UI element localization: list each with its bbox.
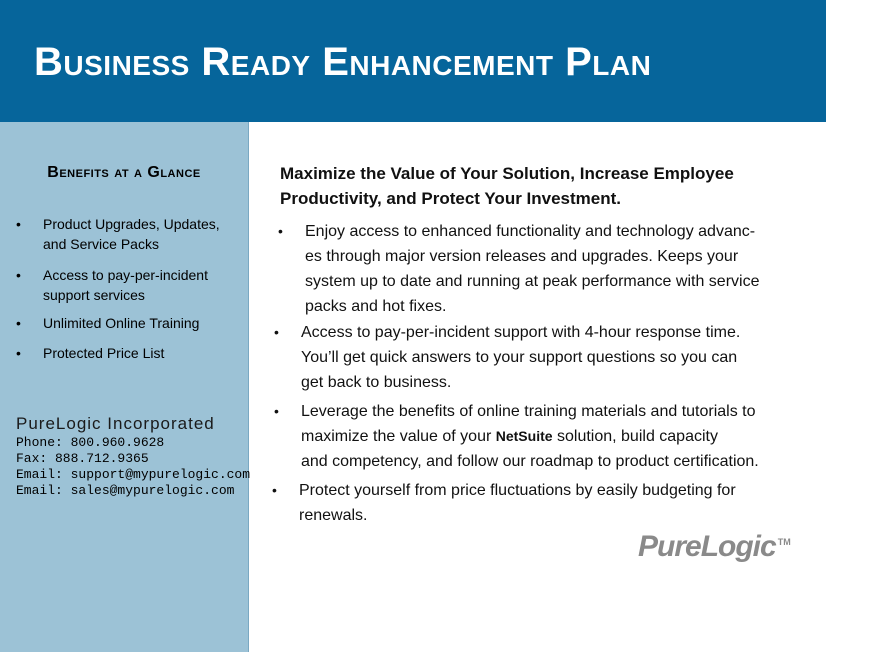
intro-heading: Maximize the Value of Your Solution, Increase Employee Productivity, and Protect Your Investment. [280,164,734,208]
page-title: Business Ready Enhancement Plan [34,40,652,84]
company-contact [16,413,250,499]
fax-number: Fax: 888.712.9365 [16,451,149,466]
bullet-icon: • [16,216,21,232]
bullet-icon: • [16,267,21,283]
bullet-icon: • [16,345,21,361]
bullet-icon: • [272,482,277,498]
sidebar-divider [248,122,249,652]
header-banner [0,0,826,122]
bullet-icon: • [278,223,283,239]
netsuite-brand: NetSuite [495,428,553,444]
support-email: Email: support@mypurelogic.com [16,467,251,482]
sidebar-panel [0,122,251,652]
bullet-icon: • [274,403,279,419]
bullet-icon: • [274,324,279,340]
purelogic-logo: PureLogic ™ [638,530,791,563]
company-name: PureLogic Incorporated [16,414,215,433]
phone-number: Phone: 800.960.9628 [16,435,165,450]
bullet-icon: • [16,315,21,331]
sidebar-heading: Benefits at a Glance [47,164,201,181]
sales-email: Email: sales@mypurelogic.com [16,483,235,498]
